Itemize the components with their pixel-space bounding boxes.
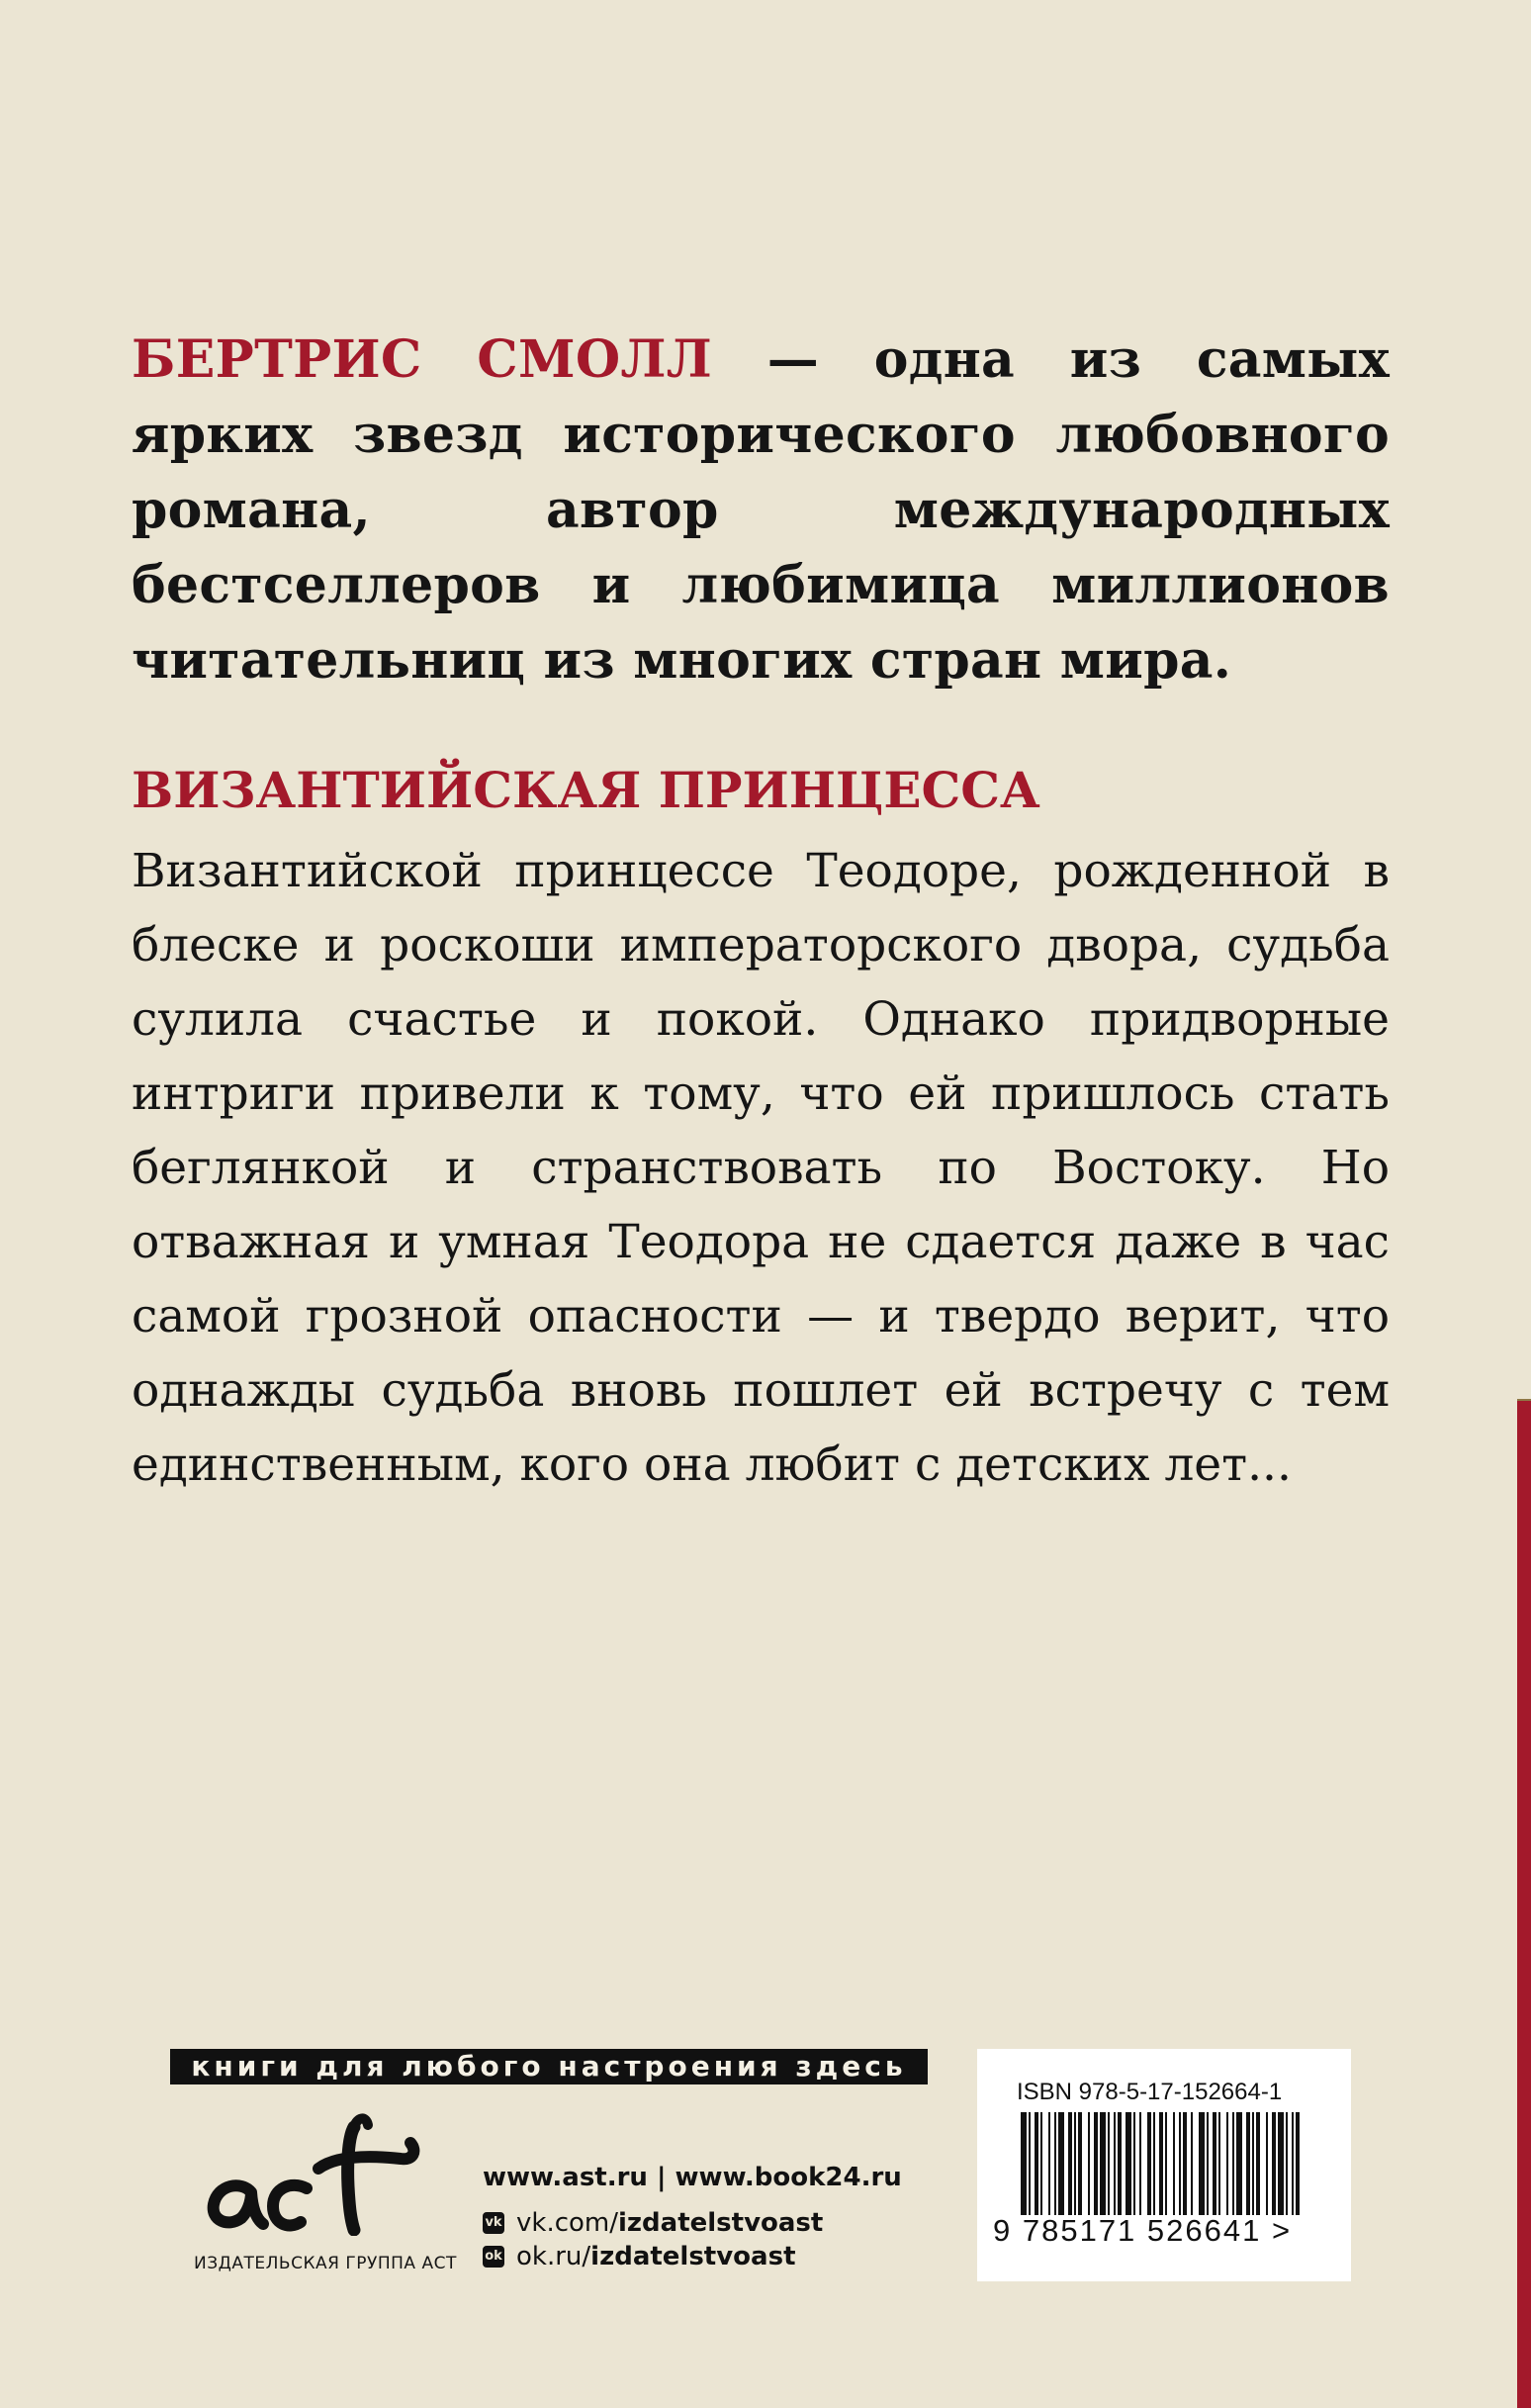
barcode-bar xyxy=(1147,2112,1151,2215)
barcode-bar xyxy=(1165,2112,1167,2215)
publisher-websites[interactable]: www.ast.ru | www.book24.ru xyxy=(483,2163,902,2192)
ok-prefix: ok.ru/ xyxy=(516,2242,591,2271)
barcode-digits: 9 785171 526641 > xyxy=(993,2213,1293,2248)
ok-handle: izdatelstvoast xyxy=(590,2242,796,2271)
barcode-bar xyxy=(1035,2112,1038,2215)
barcode-bar xyxy=(1153,2112,1155,2215)
vk-handle: izdatelstvoast xyxy=(618,2208,824,2238)
barcode-bar xyxy=(1236,2112,1242,2215)
odnoklassniki-icon: ok xyxy=(483,2246,504,2268)
barcode-bar xyxy=(1207,2112,1209,2215)
barcode-bar xyxy=(1118,2112,1122,2215)
barcode-bar xyxy=(1094,2112,1098,2215)
barcode-bar xyxy=(1272,2112,1276,2215)
barcode-bar xyxy=(1173,2112,1175,2215)
vk-prefix: vk.com/ xyxy=(516,2208,618,2238)
barcode-bar xyxy=(1278,2112,1284,2215)
barcode-bar xyxy=(1199,2112,1205,2215)
barcode-bar xyxy=(1078,2112,1082,2215)
barcode-bar xyxy=(1040,2112,1042,2215)
barcode-bar xyxy=(1133,2112,1135,2215)
author-intro xyxy=(132,323,1390,698)
barcode-bar xyxy=(1048,2112,1050,2215)
barcode-bar xyxy=(1054,2112,1056,2215)
barcode-bar xyxy=(1232,2112,1234,2215)
barcode-bar xyxy=(1256,2112,1260,2215)
barcode-bar xyxy=(1252,2112,1254,2215)
logo-text: аст xyxy=(198,2107,200,2108)
barcode-bar xyxy=(1074,2112,1076,2215)
barcode-bar xyxy=(1058,2112,1064,2215)
barcode-bar xyxy=(1218,2112,1220,2215)
barcode-bar xyxy=(1100,2112,1106,2215)
ok-link[interactable] xyxy=(483,2240,902,2273)
barcode-bar xyxy=(1266,2112,1268,2215)
barcode-bar xyxy=(1139,2112,1141,2215)
barcode-bar xyxy=(1296,2112,1300,2215)
barcode-bar xyxy=(1179,2112,1181,2215)
author-intro-text: — одна из самых ярких звезд исторического любовного романа, автор международных бестселлеров и любимица миллионов читательниц из многих стран мира. xyxy=(132,329,1390,691)
barcode-bar xyxy=(1226,2112,1228,2215)
spine-red-band xyxy=(1517,1401,1531,2408)
barcode-bar xyxy=(1114,2112,1116,2215)
vk-icon: vk xyxy=(483,2212,504,2234)
publisher-caption: ИЗДАТЕЛЬСКАЯ ГРУППА АСТ xyxy=(194,2254,457,2273)
barcode xyxy=(1021,2112,1304,2215)
barcode-bar xyxy=(1126,2112,1131,2215)
author-name: БЕРТРИС СМОЛЛ xyxy=(132,329,713,390)
publisher-slogan: книги для любого настроения здесь xyxy=(170,2049,928,2084)
barcode-bar xyxy=(1292,2112,1294,2215)
barcode-bar xyxy=(1286,2112,1288,2215)
isbn-block xyxy=(977,2049,1351,2281)
book-title: ВИЗАНТИЙСКАЯ ПРИНЦЕССА xyxy=(132,761,1040,819)
vk-link[interactable] xyxy=(483,2206,902,2240)
ast-logo xyxy=(198,2107,425,2236)
barcode-bar xyxy=(1108,2112,1110,2215)
barcode-bar xyxy=(1213,2112,1216,2215)
barcode-bar xyxy=(1246,2112,1250,2215)
isbn-label: ISBN 978-5-17-152664-1 xyxy=(1017,2079,1283,2105)
barcode-bar xyxy=(1088,2112,1090,2215)
barcode-bar xyxy=(1068,2112,1072,2215)
publisher-links xyxy=(483,2163,902,2273)
book-annotation: Византийской принцессе Теодоре, рожденной в блеске и роскоши императорского двора, судьба сулила счастье и покой. Однако придворные интриги привели к тому, что ей пришлось стать беглянкой и странствовать по Востоку. Но отважная и умная Теодора не сдается даже в час самой грозной опасности — и твердо верит, что однажды судьба вновь пошлет ей встречу с тем единственным, кого она любит с детских лет... xyxy=(132,844,1390,1492)
barcode-bar xyxy=(1021,2112,1027,2215)
barcode-bar xyxy=(1159,2112,1163,2215)
barcode-bar xyxy=(1183,2112,1187,2215)
barcode-bar xyxy=(1029,2112,1031,2215)
barcode-bar xyxy=(1191,2112,1193,2215)
